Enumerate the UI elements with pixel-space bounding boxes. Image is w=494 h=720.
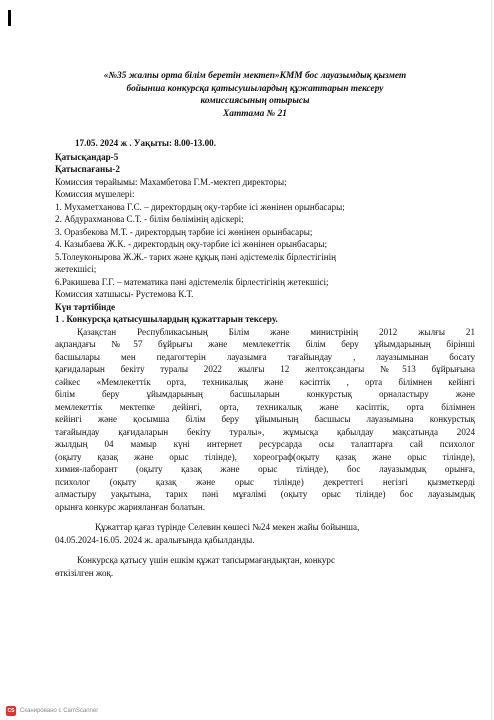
member-line: 1. Мухаметханова Г.С. – директордың оқу-тәрбие ісі жөнінен орынбасары; <box>55 201 345 212</box>
document-body <box>55 137 475 579</box>
paragraph-line: жылдың 04 мамыр күні интернет ресурсарда осы талаптарға сай психолог <box>55 439 475 449</box>
member-line: 2. Абдурахманова С.Т. - білім бөлімінің әдіскері; <box>55 214 244 224</box>
paragraph-1 <box>55 326 475 514</box>
commission-secretary: Комиссия хатшысы- Рустемова К.Т. <box>55 289 194 299</box>
paragraph-line: Конкурсқа қатысу үшін ешкім құжат тапсырмағандықтан, конкурс <box>77 555 335 565</box>
date-time: 17.05. 2024 ж . Уақыты: 8.00-13.00. <box>75 138 216 148</box>
paragraph-3 <box>55 554 475 579</box>
header-line-1: «№35 жалпы орта білім беретін мектеп»КММ бос лауазымдық қызмет <box>103 71 407 81</box>
paragraph-2 <box>55 521 475 546</box>
present-count: Қатысқандар-5 <box>55 151 119 162</box>
agenda-item-1: 1 . Конкурсқа қатысушылардың құжаттарын тексеру. <box>55 314 278 324</box>
members-title: Комиссия мүшелері: <box>55 189 135 199</box>
paragraph-line: 04.05.2024-16.05. 2024 ж. аралығында қабылданды. <box>55 534 255 545</box>
paragraph-line: тағайындау қағидаларын бекіту туралы», жұмысқа қабылдау мақсатында 2024 <box>55 426 475 437</box>
protocol-number: Хаттама № 21 <box>223 108 287 119</box>
document-header <box>40 70 470 120</box>
header-line-3: комиссиясының отырысы <box>200 96 310 106</box>
paragraph-line: химия-лаборант (оқыту қазақ және орыс тілінде), бос лауазымдық орынға, <box>55 464 475 474</box>
member-line: 4. Казыбаева Ж.К. - директордың оқу-тәрбие ісі жөнінен орынбасары; <box>55 239 328 249</box>
paragraph-line: басшылары мен педагогтерін лауазымға тағайындау , лауазымынан босату <box>55 351 475 362</box>
paragraph-line: ақпандағы №57 бұйрығы және мемлекеттік білім беру ұйымдарының бірінші <box>55 339 475 349</box>
scan-edge <box>491 0 492 720</box>
scanner-watermark <box>6 705 98 717</box>
scanner-text: Сканировано с CamScanner <box>20 708 99 714</box>
member-line: жетекшісі; <box>55 264 97 274</box>
paragraph-line: Қазақстан Республикасының Білім және министрінің 2012 жылғы 21 <box>77 326 475 337</box>
paragraph-line: психолог (оқыту қазақ және орыс тілінде) декреттегі негізгі қызметкерді <box>55 476 475 487</box>
header-line-2: бойынша конкурсқа қатысушылардың құжаттарын тексеру <box>126 83 384 94</box>
agenda-title: Күн тәртібінде <box>55 301 116 312</box>
commission-chair: Комиссия төрайымы: Махамбетова Г.М.-мектеп директоры; <box>55 176 287 187</box>
paragraph-line: сәйкес «Мемлекеттік орта, техникалық және кәсіптік , орта білімнен кейінгі <box>55 376 475 387</box>
member-line: 6.Ракишева Г.Г. – математика пәні әдістемелік бірлестігінің жетекшісі; <box>55 276 329 287</box>
paragraph-line: орынға конкурс жарияланған болатын. <box>55 501 206 512</box>
paragraph-line: мемлекеттік мектепке дейінгі, орта, техникалық және кәсіптік, орта білімнен <box>55 401 475 412</box>
paragraph-line: алмастыру уақытына, тарих пәні мұғалімі (оқыту орыс тілінде) бос лауазымдық <box>55 489 475 499</box>
paragraph-line: кейінгі және қосымша білім беру ұйымының басшысы лауазымына конкурстық <box>55 414 475 424</box>
member-line: 3. Оразбекова М.Т. - директордың тәрбие ісі жөнінен орынбасары; <box>55 226 313 237</box>
member-line: 5.Толеуконырова Ж.Ж.- тарих және құқық пәні әдістемелік бірлестігінің <box>55 251 337 262</box>
camscanner-logo-icon: CS <box>7 708 15 714</box>
paragraph-line: Құжаттар қағаз түрінде Селевин көшесі №24 мекен жайы бойынша, <box>95 522 360 532</box>
paragraph-line: білім беру ұйымдарының басшыларын конкурстық орналастыру және <box>55 389 475 399</box>
corner-mark <box>8 10 11 26</box>
paragraph-line: қағидаларын бекіту туралы 2022 жылғы 12 желтоқсандағы №513 бұйрығына <box>55 364 475 374</box>
paragraph-line: өткізілген жоқ. <box>55 567 114 578</box>
absent-count: Қатыспағаны-2 <box>55 164 120 174</box>
paragraph-line: (оқыту қазақ және орыс тілінде), хореограф(оқыту қазақ және орыс тілінде), <box>55 451 475 462</box>
